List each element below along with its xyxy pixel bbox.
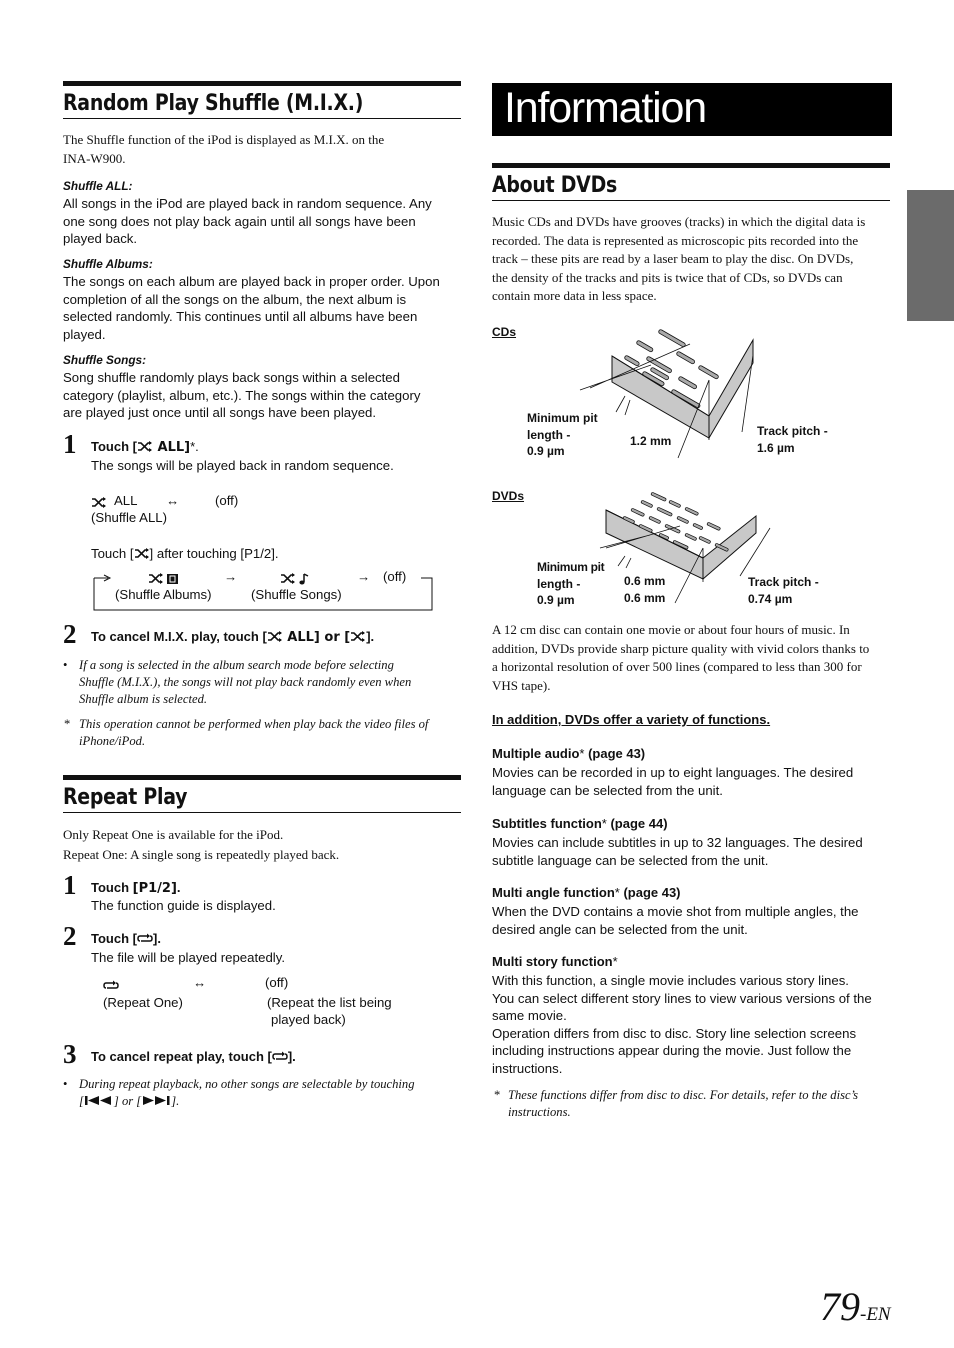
dvd-track-pitch-label — [748, 574, 819, 607]
shuffle-intro-line: INA-W900. — [63, 150, 126, 166]
section-header-shuffle — [63, 81, 461, 119]
about-dvds-text — [492, 213, 892, 306]
shuffle-step1-title — [91, 439, 199, 455]
step-text: ]. — [366, 629, 375, 644]
information-title: Information — [504, 84, 706, 132]
shuffle-flow1 — [91, 492, 391, 532]
label-line: length - — [527, 427, 571, 442]
function-subtitles-text — [492, 834, 892, 869]
text-line: completion of all the songs on the album, the next album is — [63, 291, 407, 307]
text-line: selected randomly. This continues until all albums have been — [63, 309, 418, 325]
text-line: With this function, a single movie includes various story lines. — [492, 973, 849, 988]
text-line: addition, DVDs provide sharp picture quality with vivid colors thanks to — [492, 640, 870, 656]
flow-off: (off) — [265, 975, 289, 990]
text: Multi angle function — [492, 885, 615, 900]
text-line: A 12 cm disc can contain one movie or about four hours of music. In — [492, 622, 850, 637]
note-line: If a song is selected in the album search mode before selecting — [79, 658, 394, 672]
flow-caption: (Shuffle Songs) — [251, 587, 342, 602]
text-line: language can be selected from the unit. — [492, 782, 723, 798]
function-multi-angle-text — [492, 903, 892, 938]
dvds-label: DVDs — [492, 489, 525, 503]
shuffle-note-2 — [79, 716, 469, 750]
label-line: 0.74 µm — [748, 591, 793, 606]
step-text: Touch [ — [91, 439, 137, 454]
text: Touch [ — [91, 546, 134, 561]
step-key: [P1/2] — [132, 881, 177, 896]
text: (page 43) — [584, 746, 646, 761]
step-text: Touch — [91, 880, 133, 895]
shuffle-title: Random Play Shuffle (M.I.X.) — [63, 91, 364, 116]
label-line: Track pitch - — [748, 575, 819, 589]
shuffle-all-text — [63, 195, 463, 248]
flow-arrow: ↔ — [166, 493, 180, 508]
cd-width-label: 1.2 mm — [630, 434, 672, 448]
shuffle-icon — [267, 630, 283, 645]
chapter-side-tab — [907, 190, 954, 321]
shuffle-step1-desc: The songs will be played back in random sequence. — [91, 458, 394, 473]
text-line: a horizontal resolution of over 500 lines (compared to less than 300 for — [492, 659, 862, 674]
repeat-icon — [103, 978, 119, 996]
shuffle-note-star: * — [64, 717, 71, 731]
label-line: 0.9 µm — [527, 444, 565, 458]
flow-caption: (Shuffle ALL) — [91, 510, 168, 525]
text-line: Only Repeat One is available for the iPod. — [63, 827, 284, 842]
shuffle-note-1 — [79, 657, 464, 708]
previous-track-icon — [84, 1094, 114, 1111]
function-multi-story-title — [492, 954, 618, 969]
text-line: You can select different story lines to view various versions of the — [492, 990, 872, 1006]
functions-heading: In addition, DVDs offer a variety of functions. — [492, 712, 771, 727]
section-header-about-dvds — [492, 163, 890, 201]
step-text: To cancel repeat play, touch [ — [91, 1049, 272, 1064]
information-banner — [492, 83, 892, 136]
repeat-step1-title — [91, 880, 181, 896]
step-text: . — [176, 880, 181, 895]
text-line: played. — [63, 326, 106, 342]
about-dvds-title: About DVDs — [492, 173, 618, 198]
shuffle-step2-title — [91, 629, 374, 645]
shuffle-songs-text — [63, 369, 463, 422]
text-line: Song shuffle randomly plays back songs within a selected — [63, 370, 400, 385]
text-line: desired angle can be selected from the unit. — [492, 921, 748, 937]
function-multi-story-text — [492, 972, 894, 1078]
cd-track-pitch-label — [757, 423, 828, 456]
step-key: ALL] — [152, 440, 191, 455]
cd-min-pit-label — [527, 410, 598, 460]
shuffle-intro-line: The Shuffle function of the iPod is displayed as M.I.X. on the — [63, 132, 385, 147]
text: * — [601, 816, 607, 831]
text-line: instructions. — [492, 1060, 563, 1076]
shuffle-icon — [350, 630, 366, 645]
note-line: This operation cannot be performed when play back the video files of — [79, 717, 429, 731]
next-track-icon — [141, 1094, 171, 1111]
dvd-min-pit-label — [537, 559, 604, 609]
text: ]. — [171, 1094, 180, 1108]
step-text: ]. — [287, 1049, 296, 1064]
text-line: VHS tape). — [492, 677, 551, 693]
repeat-icon — [272, 1050, 288, 1065]
repeat-step3-title — [91, 1049, 296, 1065]
label-line: 0.6 mm — [624, 590, 666, 605]
label-line: Minimum pit — [537, 560, 605, 574]
text: [ — [79, 1094, 84, 1108]
label-line: 0.6 mm — [624, 574, 666, 588]
repeat-title: Repeat Play — [63, 785, 188, 810]
repeat-icon — [137, 932, 153, 947]
text: * — [612, 954, 618, 969]
step-number: 1 — [63, 429, 77, 459]
repeat-flow — [103, 974, 423, 1032]
text-line: track – these pits are read by a laser beam to play the disc. On DVDs, — [492, 251, 854, 266]
shuffle-icon — [137, 440, 153, 455]
label-line: 1.6 µm — [757, 440, 795, 455]
step-number: 3 — [63, 1039, 77, 1069]
text-line: the density of the tracks and pits is twice that of CDs, so DVDs can — [492, 269, 843, 285]
shuffle-intro — [63, 131, 463, 168]
page-number-suffix: -EN — [860, 1304, 891, 1325]
flow-all-label: ALL — [114, 493, 138, 508]
text-line: When the DVD contains a movie shot from multiple angles, the — [492, 904, 859, 919]
shuffle-all-label: Shuffle ALL: — [63, 179, 133, 193]
text-line: contain more data in less space. — [492, 288, 657, 303]
text-line: Music CDs and DVDs have grooves (tracks) in which the digital data is — [492, 214, 866, 229]
text: (page 43) — [619, 885, 681, 900]
note-line: iPhone/iPod. — [79, 734, 146, 748]
section-header-repeat — [63, 775, 461, 813]
shuffle-flow2 — [91, 568, 436, 613]
text-line: Repeat One: A single song is repeatedly played back. — [63, 847, 340, 862]
disc-capacity-text — [492, 621, 894, 695]
flow-arrow: ↔ — [193, 975, 207, 990]
repeat-step2-title — [91, 931, 161, 947]
repeat-note — [79, 1076, 469, 1111]
step-number: 1 — [63, 870, 77, 900]
text-line: The songs on each album are played back in proper order. Upon — [63, 274, 440, 289]
flow-caption: (Repeat the list being — [267, 995, 392, 1010]
shuffle-songs-label: Shuffle Songs: — [63, 353, 147, 367]
label-line: length - — [537, 576, 581, 591]
text-line: recorded. The data is represented as microscopic pits recorded into the — [492, 232, 859, 248]
text-line: Movies can include subtitles in up to 32 languages. The desired — [492, 835, 863, 850]
flow-off: (off) — [215, 493, 239, 508]
flow-caption: (Repeat One) — [103, 995, 183, 1010]
function-subtitles-title — [492, 816, 668, 831]
text-line: category (playlist, album, etc.). The songs within the category — [63, 387, 421, 403]
function-multiple-audio-title — [492, 746, 645, 761]
label-line: Minimum pit — [527, 411, 598, 425]
text-line: Operation differs from disc to disc. Story line selection screens — [492, 1025, 857, 1041]
shuffle-albums-label: Shuffle Albums: — [63, 257, 153, 271]
text: (page 44) — [606, 816, 668, 831]
step-text: ALL] or [ — [282, 630, 351, 645]
text-line: are played just once until all songs have been played. — [63, 405, 377, 421]
repeat-step1-desc: The function guide is displayed. — [91, 898, 276, 913]
flow-arrow: → — [224, 569, 238, 584]
shuffle-note-bullet: • — [63, 658, 68, 672]
function-multi-angle-title — [492, 885, 681, 900]
step-number: 2 — [63, 921, 77, 951]
text-line: one song does not play back again until all songs have been — [63, 213, 416, 229]
text: ] or [ — [113, 1094, 142, 1108]
text: Multi story function — [492, 954, 613, 969]
text: Multiple audio — [492, 746, 580, 761]
step-text: ]. — [152, 931, 161, 946]
note-line: Shuffle album is selected. — [79, 692, 208, 706]
dvd-width-label — [624, 573, 665, 606]
label-line: 0.9 µm — [537, 593, 575, 607]
flow-off: (off) — [383, 569, 407, 584]
text-line: same movie. — [492, 1008, 567, 1024]
touch-after — [91, 545, 279, 563]
repeat-step2-desc: The file will be played repeatedly. — [91, 950, 286, 965]
text: ] after touching [P1/2]. — [149, 546, 279, 561]
flow-caption: played back) — [271, 1012, 346, 1027]
repeat-note-bullet: • — [63, 1077, 68, 1091]
flow-arrow: → — [357, 569, 371, 584]
page-number — [820, 1283, 891, 1330]
text-line: All songs in the iPod are played back in random sequence. Any — [63, 196, 432, 211]
step-text: To cancel M.I.X. play, touch [ — [91, 629, 267, 644]
text-line: including instructions appear during the movie. Just follow the — [492, 1043, 852, 1059]
step-star: *. — [190, 439, 199, 454]
footnote — [508, 1087, 898, 1121]
text-line: Movies can be recorded in up to eight languages. The desired — [492, 765, 854, 780]
note-line: During repeat playback, no other songs are selectable by touching — [79, 1077, 415, 1091]
note-line: instructions. — [508, 1105, 571, 1119]
footnote-star: * — [494, 1088, 501, 1102]
cds-label: CDs — [492, 325, 517, 339]
shuffle-icon — [134, 546, 150, 564]
function-multiple-audio-text — [492, 764, 892, 799]
text: * — [579, 746, 585, 761]
step-text: Touch [ — [91, 931, 137, 946]
step-number: 2 — [63, 619, 77, 649]
note-line: Shuffle (M.I.X.), the songs will not play back randomly even when — [79, 675, 412, 689]
text: Subtitles function — [492, 816, 602, 831]
note-line: These functions differ from disc to disc. For details, refer to the disc’s — [508, 1088, 859, 1102]
shuffle-albums-text — [63, 273, 463, 343]
label-line: Track pitch - — [757, 424, 828, 438]
flow-caption: (Shuffle Albums) — [115, 587, 212, 602]
note-line — [79, 1093, 469, 1111]
text-line: subtitle language can be selected from the unit. — [492, 852, 769, 868]
repeat-intro — [63, 825, 463, 865]
page-number-value: 79 — [820, 1284, 860, 1329]
text-line: played back. — [63, 231, 138, 247]
text: * — [614, 885, 620, 900]
